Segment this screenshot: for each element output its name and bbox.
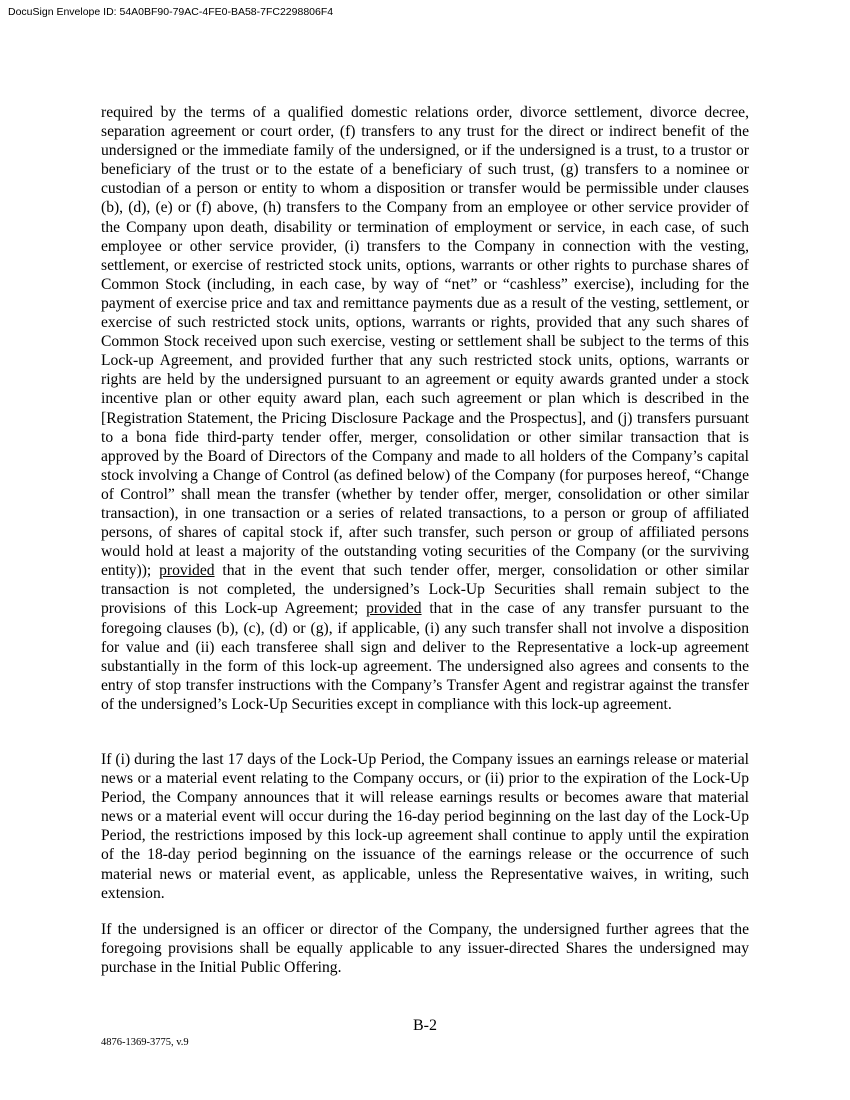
- provided-term-2: provided: [366, 600, 422, 618]
- page-number: B-2: [413, 1017, 437, 1034]
- docusign-envelope-id: DocuSign Envelope ID: 54A0BF90-79AC-4FE0-BA58-7FC2298806F4: [8, 6, 334, 18]
- paragraph-text: that in the event that such tender offer, merger, consolidation or other similar transaction is not completed, the undersigned’s Lock-Up Securities shall remain subject to the provisions of this Lock-up Agreement;: [101, 562, 749, 618]
- paragraph-transfer-exceptions: [101, 103, 749, 714]
- paragraph-text: that in the case of any transfer pursuant to the foregoing clauses (b), (c), (d) or (g), if applicable, (i) any such transfer shall not involve a disposition for value and (ii) each transferee shall sign and deliver to the Representative a lock-up agreement substantially in the form of this lock-up agreement. The undersigned also agrees and consents to the entry of stop transfer instructions with the Company’s Transfer Agent and registrar against the transfer of the undersigned’s Lock-Up Securities except in compliance with this lock-up agreement.: [101, 600, 749, 713]
- provided-term-1: provided: [159, 562, 215, 580]
- paragraph-text: required by the terms of a qualified domestic relations order, divorce settlement, divorce decree, separation agreement or court order, (f) transfers to any trust for the direct or indirect benefit of the undersigned or the immediate family of the undersigned, or if the undersigned is a trust, to a trustor or beneficiary of the trust or to the estate of a beneficiary of such trust, (g) transfers to a nominee or custodian of a person or entity to whom a disposition or transfer would be permissible under clauses (b), (d), (e) or (f) above, (h) transfers to the Company from an employee or other service provider of the Company upon death, disability or termination of employment or service, in each case, of such employee or other service provider, (i) transfers to the Company in connection with the vesting, settlement, or exercise of restricted stock units, options, warrants or other rights to purchase shares of Common Stock (including, in each case, by way of “net” or “cashless” exercise), including for the payment of exercise price and tax and remittance payments due as a result of the vesting, settlement, or exercise of such restricted stock units, options, warrants or rights, provided that any such shares of Common Stock received upon such exercise, vesting or settlement shall be subject to the terms of this Lock-up Agreement, and provided further that any such restricted stock units, options, warrants or rights are held by the undersigned pursuant to an agreement or equity awards granted under a stock incentive plan or other equity award plan, each such agreement or plan which is described in the [Registration Statement, the Pricing Disclosure Package and the Prospectus], and (j) transfers pursuant to a bona fide third-party tender offer, merger, consolidation or other similar transaction that is approved by the Board of Directors of the Company and made to all holders of the Company’s capital stock involving a Change of Control (as defined below) of the Company (for purposes hereof, “Change of Control” shall mean the transfer (whether by tender offer, merger, consolidation or other similar transaction), in one transaction or a series of related transactions, to a person or group of affiliated persons, of shares of capital stock if, after such transfer, such person or group of affiliated persons would hold at least a majority of the outstanding voting securities of the Company (or the surviving entity));: [101, 104, 749, 580]
- paragraph-lockup-extension: If (i) during the last 17 days of the Lock-Up Period, the Company issues an earnings release or material news or a material event relating to the Company occurs, or (ii) prior to the expiration of the Lock-Up Period, the Company announces that it will release earnings results or becomes aware that material news or a material event will occur during the 16-day period beginning on the last day of the Lock-Up Period, the restrictions imposed by this lock-up agreement shall continue to apply until the expiration of the 18-day period beginning on the issuance of the earnings release or the occurrence of such material news or material event, as applicable, unless the Representative waives, in writing, such extension.: [101, 751, 749, 902]
- document-reference: 4876-1369-3775, v.9: [101, 1037, 189, 1048]
- paragraph-officer-director: If the undersigned is an officer or director of the Company, the undersigned further agrees that the foregoing provisions shall be equally applicable to any issuer-directed Shares the undersigned may purchase in the Initial Public Offering.: [101, 921, 749, 977]
